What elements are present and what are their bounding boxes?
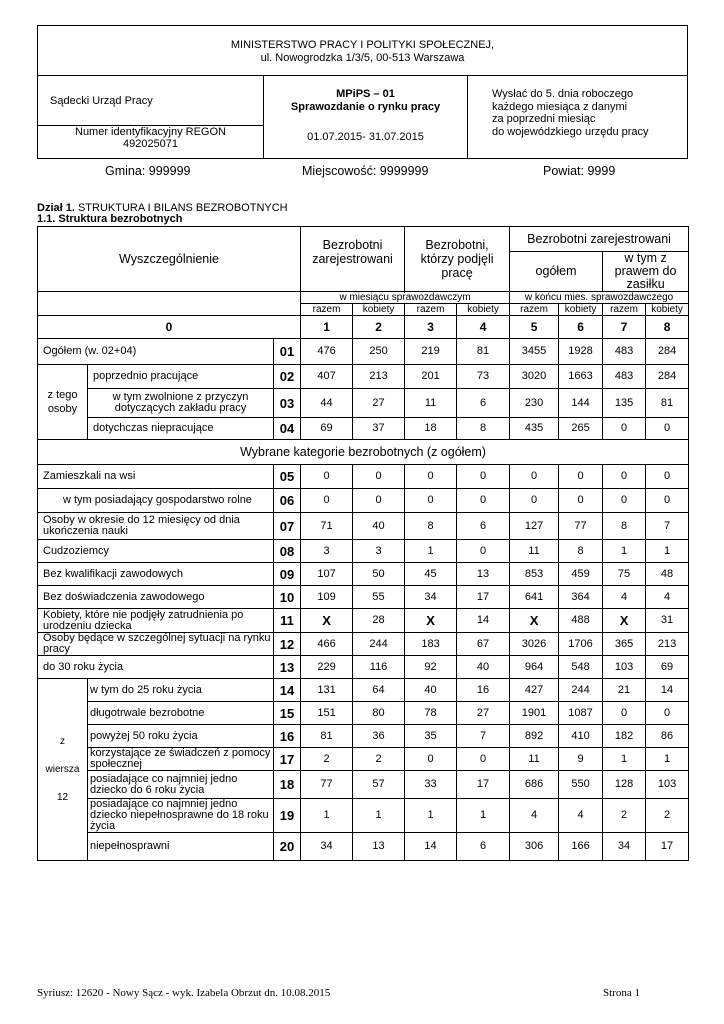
row-code: 10 xyxy=(274,586,301,609)
table-cell: 0 xyxy=(457,465,510,489)
row-label: do 30 roku życia xyxy=(38,656,274,679)
column-number: 2 xyxy=(353,316,405,339)
side-z: z xyxy=(60,735,65,747)
section-header-wybrane-kategorie: Wybrane kategorie bezrobotnych (z ogółem) xyxy=(38,440,689,465)
table-cell: 1 xyxy=(646,540,689,563)
table-cell: 33 xyxy=(405,771,457,799)
table-row xyxy=(38,656,689,679)
table-cell: 410 xyxy=(559,725,603,748)
row-code: 05 xyxy=(274,465,301,489)
table-cell: 31 xyxy=(646,609,689,633)
table-cell: 4 xyxy=(646,586,689,609)
table-cell: 476 xyxy=(301,339,353,365)
table-cell: 6 xyxy=(457,389,510,418)
row-code: 09 xyxy=(274,563,301,586)
table-cell: 27 xyxy=(457,702,510,725)
table-cell: 0 xyxy=(603,489,646,513)
table-row xyxy=(38,465,689,489)
table-cell: 3 xyxy=(353,540,405,563)
table-cell: 2 xyxy=(646,799,689,833)
header-kobiety: kobiety xyxy=(353,304,405,316)
table-cell: 213 xyxy=(353,365,405,389)
table-row xyxy=(38,833,689,861)
table-cell: 0 xyxy=(646,418,689,440)
table-cell: 0 xyxy=(405,465,457,489)
table-cell: 4 xyxy=(603,586,646,609)
column-number: 0 xyxy=(38,316,301,339)
table-cell: 8 xyxy=(405,513,457,540)
table-cell: 69 xyxy=(301,418,353,440)
row-label: Bez doświadczenia zawodowego xyxy=(38,586,274,609)
table-row xyxy=(38,389,689,418)
table-cell: X xyxy=(301,609,353,633)
column-number: 6 xyxy=(559,316,603,339)
table-cell: 244 xyxy=(559,679,603,702)
table-row xyxy=(38,540,689,563)
send-line1: Wysłać do 5. dnia roboczego xyxy=(492,88,634,100)
table-cell: 244 xyxy=(353,633,405,656)
table-cell: 18 xyxy=(405,418,457,440)
table-cell: 466 xyxy=(301,633,353,656)
page-number: Strona 1 xyxy=(603,987,640,999)
table-cell: 57 xyxy=(353,771,405,799)
table-cell: 128 xyxy=(603,771,646,799)
table-row xyxy=(38,799,689,833)
table-cell: 0 xyxy=(603,702,646,725)
table-cell: 0 xyxy=(603,465,646,489)
table-cell: 1 xyxy=(301,799,353,833)
row-code: 07 xyxy=(274,513,301,540)
table-cell: 77 xyxy=(559,513,603,540)
table-cell: 1 xyxy=(353,799,405,833)
miejscowosc: Miejscowość: 9999999 xyxy=(302,164,429,178)
table-cell: 435 xyxy=(510,418,559,440)
table-cell: 17 xyxy=(457,771,510,799)
table-cell: 8 xyxy=(603,513,646,540)
table-cell: 427 xyxy=(510,679,559,702)
table-cell: 364 xyxy=(559,586,603,609)
table-cell: 135 xyxy=(603,389,646,418)
row-label: Osoby będące w szczególnej sytuacji na rynku pracy xyxy=(38,633,274,656)
row-code: 06 xyxy=(274,489,301,513)
table-cell: 55 xyxy=(353,586,405,609)
table-cell: 213 xyxy=(646,633,689,656)
table-cell: 0 xyxy=(603,418,646,440)
table-cell: 27 xyxy=(353,389,405,418)
powiat: Powiat: 9999 xyxy=(543,164,616,178)
table-cell: 365 xyxy=(603,633,646,656)
table-cell: 0 xyxy=(457,489,510,513)
table-cell: 1087 xyxy=(559,702,603,725)
row-label: w tym do 25 roku życia xyxy=(88,679,274,702)
row-label: Ogółem (w. 02+04) xyxy=(38,339,274,365)
row-label: Bez kwalifikacji zawodowych xyxy=(38,563,274,586)
row-label: powyżej 50 roku życia xyxy=(88,725,274,748)
row-code: 08 xyxy=(274,540,301,563)
side-12: 12 xyxy=(56,791,69,803)
table-cell: 40 xyxy=(405,679,457,702)
table-cell: 34 xyxy=(301,833,353,861)
table-cell: 0 xyxy=(405,748,457,771)
table-cell: 45 xyxy=(405,563,457,586)
row-code: 01 xyxy=(274,339,301,365)
table-cell: 11 xyxy=(510,540,559,563)
table-cell: 77 xyxy=(301,771,353,799)
table-cell: 1 xyxy=(603,540,646,563)
table-row xyxy=(38,586,689,609)
footer-left: Syriusz: 12620 - Nowy Sącz - wyk. Izabela Obrzut dn. 10.08.2015 xyxy=(37,987,331,999)
table-cell: 71 xyxy=(301,513,353,540)
form-code: MPiPS – 01 xyxy=(336,88,395,100)
table-cell: 166 xyxy=(559,833,603,861)
column-number: 5 xyxy=(510,316,559,339)
table-cell: 0 xyxy=(646,702,689,725)
table-cell: 0 xyxy=(353,465,405,489)
table-cell: 230 xyxy=(510,389,559,418)
table-row xyxy=(38,513,689,540)
header-kobiety: kobiety xyxy=(457,304,510,316)
table-cell: 964 xyxy=(510,656,559,679)
gmina: Gmina: 999999 xyxy=(105,164,191,178)
table-cell: 75 xyxy=(603,563,646,586)
header-razem: razem xyxy=(301,304,353,316)
row-code: 13 xyxy=(274,656,301,679)
table-cell: 36 xyxy=(353,725,405,748)
header-razem: razem xyxy=(510,304,559,316)
row-code: 15 xyxy=(274,702,301,725)
table-cell: 81 xyxy=(301,725,353,748)
table-cell: 6 xyxy=(457,513,510,540)
row-label: Zamieszkali na wsi xyxy=(38,465,274,489)
table-cell: 16 xyxy=(457,679,510,702)
row-label: długotrwale bezrobotne xyxy=(88,702,274,725)
table-cell: 14 xyxy=(405,833,457,861)
row-label: Osoby w okresie do 12 miesięcy od dnia ukończenia nauki xyxy=(38,513,274,540)
table-row xyxy=(38,563,689,586)
table-cell: 0 xyxy=(405,489,457,513)
row-code: 12 xyxy=(274,633,301,656)
header-bezrobotni-zarejestrowani: Bezrobotni zarejestrowani xyxy=(301,227,405,292)
table-cell: 2 xyxy=(353,748,405,771)
table-cell: 78 xyxy=(405,702,457,725)
table-cell: 1901 xyxy=(510,702,559,725)
table-cell: 183 xyxy=(405,633,457,656)
table-row xyxy=(38,702,689,725)
table-cell: 11 xyxy=(510,748,559,771)
header-ogolem: ogółem xyxy=(510,252,603,292)
row-label: Kobiety, które nie podjęły zatrudnienia po urodzeniu dziecka xyxy=(38,609,274,633)
table-cell: 14 xyxy=(457,609,510,633)
side-label-z-tego-osoby: z tego osoby xyxy=(38,365,88,440)
table-cell: 182 xyxy=(603,725,646,748)
table-cell: 2 xyxy=(603,799,646,833)
table-cell: 7 xyxy=(646,513,689,540)
table-cell: 127 xyxy=(510,513,559,540)
table-cell: 0 xyxy=(559,465,603,489)
table-cell: 50 xyxy=(353,563,405,586)
table-cell: 284 xyxy=(646,365,689,389)
table-cell: 0 xyxy=(301,489,353,513)
table-cell: 6 xyxy=(457,833,510,861)
table-cell: 40 xyxy=(457,656,510,679)
table-cell: 13 xyxy=(457,563,510,586)
side-label-z-wiersza-12 xyxy=(38,679,88,861)
table-cell: 28 xyxy=(353,609,405,633)
table-cell: 37 xyxy=(353,418,405,440)
table-cell: 0 xyxy=(646,465,689,489)
table-cell: 0 xyxy=(510,465,559,489)
table-cell: 0 xyxy=(457,540,510,563)
table-cell: 853 xyxy=(510,563,559,586)
header-divider-h xyxy=(37,75,688,76)
table-cell: 265 xyxy=(559,418,603,440)
row-label: w tym posiadający gospodarstwo rolne xyxy=(38,489,274,513)
table-cell: 21 xyxy=(603,679,646,702)
table-cell: 892 xyxy=(510,725,559,748)
header-bezrobotni-zarejestrowani-2: Bezrobotni zarejestrowani xyxy=(510,227,689,252)
table-cell: 2 xyxy=(301,748,353,771)
table-row xyxy=(38,418,689,440)
table-cell: 67 xyxy=(457,633,510,656)
table-cell: 1 xyxy=(603,748,646,771)
table-cell: 7 xyxy=(457,725,510,748)
table-cell: 0 xyxy=(559,489,603,513)
table-cell: 4 xyxy=(559,799,603,833)
header-w-koncu: w końcu mies. sprawozdawczego xyxy=(510,292,689,304)
column-number: 4 xyxy=(457,316,510,339)
table-cell: 11 xyxy=(405,389,457,418)
row-label: dotychczas niepracujące xyxy=(88,418,274,440)
row-code: 04 xyxy=(274,418,301,440)
table-cell: 488 xyxy=(559,609,603,633)
header-kobiety: kobiety xyxy=(646,304,689,316)
regon-number: 492025071 xyxy=(122,138,179,150)
table-cell: 219 xyxy=(405,339,457,365)
row-label: Cudzoziemcy xyxy=(38,540,274,563)
table-cell: 201 xyxy=(405,365,457,389)
row-label: w tym zwolnione z przyczyn dotyczących zakładu pracy xyxy=(88,389,274,418)
table-cell: 81 xyxy=(646,389,689,418)
table-cell: 69 xyxy=(646,656,689,679)
column-numbers-row xyxy=(38,316,689,339)
section-number: Dział 1. xyxy=(37,202,75,214)
ministry-address: ul. Nowogrodzka 1/3/5, 00-513 Warszawa xyxy=(260,52,465,64)
table-cell: 0 xyxy=(457,748,510,771)
send-line4: do wojewódzkiego urzędu pracy xyxy=(492,125,649,138)
row-label: posiadające co najmniej jedno dziecko niepełnosprawne do 18 roku życia xyxy=(88,799,274,833)
table-cell: 3455 xyxy=(510,339,559,365)
column-number: 3 xyxy=(405,316,457,339)
table-cell: 9 xyxy=(559,748,603,771)
table-cell: 116 xyxy=(353,656,405,679)
row-label: poprzednio pracujące xyxy=(88,365,274,389)
table-cell: 229 xyxy=(301,656,353,679)
table-cell: 109 xyxy=(301,586,353,609)
side-wiersza: wiersza xyxy=(45,763,80,775)
regon-label: Numer identyfikacyjny REGON xyxy=(75,126,226,138)
table-cell: 14 xyxy=(646,679,689,702)
send-line2: każdego miesiąca z danymi xyxy=(492,100,628,113)
table-cell: 306 xyxy=(510,833,559,861)
row-code: 14 xyxy=(274,679,301,702)
row-label: korzystające ze świadczeń z pomocy społecznej xyxy=(88,748,274,771)
table-cell: 3026 xyxy=(510,633,559,656)
header-w-miesiacu: w miesiącu sprawozdawczym xyxy=(301,292,510,304)
table-cell: 64 xyxy=(353,679,405,702)
section-name: STRUKTURA I BILANS BEZROBOTNYCH xyxy=(74,202,288,214)
unemployment-structure-table xyxy=(37,226,689,861)
table-row xyxy=(38,679,689,702)
table-cell: 144 xyxy=(559,389,603,418)
table-cell: 73 xyxy=(457,365,510,389)
form-title: Sprawozdanie o rynku pracy xyxy=(290,101,441,113)
table-cell: 44 xyxy=(301,389,353,418)
row-code: 02 xyxy=(274,365,301,389)
table-cell: 0 xyxy=(510,489,559,513)
table-cell: 1706 xyxy=(559,633,603,656)
table-cell: 1 xyxy=(405,799,457,833)
table-cell: 550 xyxy=(559,771,603,799)
subsection-title: 1.1. Struktura bezrobotnych xyxy=(37,213,183,225)
table-cell: X xyxy=(603,609,646,633)
form-title-block xyxy=(264,88,467,114)
table-cell: 1663 xyxy=(559,365,603,389)
table-cell: 103 xyxy=(646,771,689,799)
table-cell: 548 xyxy=(559,656,603,679)
row-label: posiadające co najmniej jedno dziecko do 6 roku życia xyxy=(88,771,274,799)
table-cell: 34 xyxy=(603,833,646,861)
table-row xyxy=(38,339,689,365)
header-razem: razem xyxy=(603,304,646,316)
table-cell: 284 xyxy=(646,339,689,365)
table-row xyxy=(38,748,689,771)
row-code: 11 xyxy=(274,609,301,633)
table-cell: 0 xyxy=(353,489,405,513)
table-cell: 250 xyxy=(353,339,405,365)
table-cell: 17 xyxy=(646,833,689,861)
table-cell: 1928 xyxy=(559,339,603,365)
table-cell: 0 xyxy=(301,465,353,489)
header-kobiety: kobiety xyxy=(559,304,603,316)
table-cell: 4 xyxy=(510,799,559,833)
row-code: 19 xyxy=(274,799,301,833)
row-code: 18 xyxy=(274,771,301,799)
table-cell: 1 xyxy=(457,799,510,833)
table-row xyxy=(38,365,689,389)
column-number: 7 xyxy=(603,316,646,339)
table-row xyxy=(38,771,689,799)
table-cell: 686 xyxy=(510,771,559,799)
row-code: 20 xyxy=(274,833,301,861)
table-cell: 103 xyxy=(603,656,646,679)
table-cell: 131 xyxy=(301,679,353,702)
table-cell: 3 xyxy=(301,540,353,563)
table-cell: 34 xyxy=(405,586,457,609)
table-row xyxy=(38,609,689,633)
table-cell: X xyxy=(405,609,457,633)
table-cell: 13 xyxy=(353,833,405,861)
table-cell: 8 xyxy=(559,540,603,563)
table-cell: 8 xyxy=(457,418,510,440)
table-cell: 35 xyxy=(405,725,457,748)
header-prawo-do-zasilku: w tym z prawem do zasiłku xyxy=(603,252,689,292)
row-code: 16 xyxy=(274,725,301,748)
table-cell: 1 xyxy=(646,748,689,771)
table-cell: 80 xyxy=(353,702,405,725)
table-cell: 3020 xyxy=(510,365,559,389)
table-cell: 17 xyxy=(457,586,510,609)
table-row xyxy=(38,489,689,513)
table-cell: 483 xyxy=(603,365,646,389)
row-label: niepełnosprawni xyxy=(88,833,274,861)
table-cell: X xyxy=(510,609,559,633)
column-number: 1 xyxy=(301,316,353,339)
regon-block xyxy=(37,126,264,150)
office-name: Sądecki Urząd Pracy xyxy=(50,95,153,107)
table-cell: 81 xyxy=(457,339,510,365)
row-code: 03 xyxy=(274,389,301,418)
table-cell: 1 xyxy=(405,540,457,563)
table-cell: 40 xyxy=(353,513,405,540)
table-cell: 407 xyxy=(301,365,353,389)
table-cell: 483 xyxy=(603,339,646,365)
header-razem: razem xyxy=(405,304,457,316)
table-cell: 92 xyxy=(405,656,457,679)
ministry-line1: MINISTERSTWO PRACY I POLITYKI SPOŁECZNEJ, xyxy=(230,39,495,51)
table-cell: 107 xyxy=(301,563,353,586)
send-line3: za poprzedni miesiąc xyxy=(492,113,596,125)
report-period: 01.07.2015- 31.07.2015 xyxy=(307,131,424,143)
ministry-name xyxy=(37,39,688,65)
header-wyszczegolnienie: Wyszczególnienie xyxy=(38,227,301,292)
column-number: 8 xyxy=(646,316,689,339)
table-cell: 0 xyxy=(646,489,689,513)
send-instructions xyxy=(492,88,649,138)
table-cell: 641 xyxy=(510,586,559,609)
table-row xyxy=(38,633,689,656)
table-cell: 151 xyxy=(301,702,353,725)
header-podjeli-prace: Bezrobotni, którzy podjęli pracę xyxy=(405,227,510,292)
header-divider-v2 xyxy=(467,75,468,159)
table-cell: 86 xyxy=(646,725,689,748)
table-cell: 48 xyxy=(646,563,689,586)
table-cell: 459 xyxy=(559,563,603,586)
table-row xyxy=(38,725,689,748)
row-code: 17 xyxy=(274,748,301,771)
